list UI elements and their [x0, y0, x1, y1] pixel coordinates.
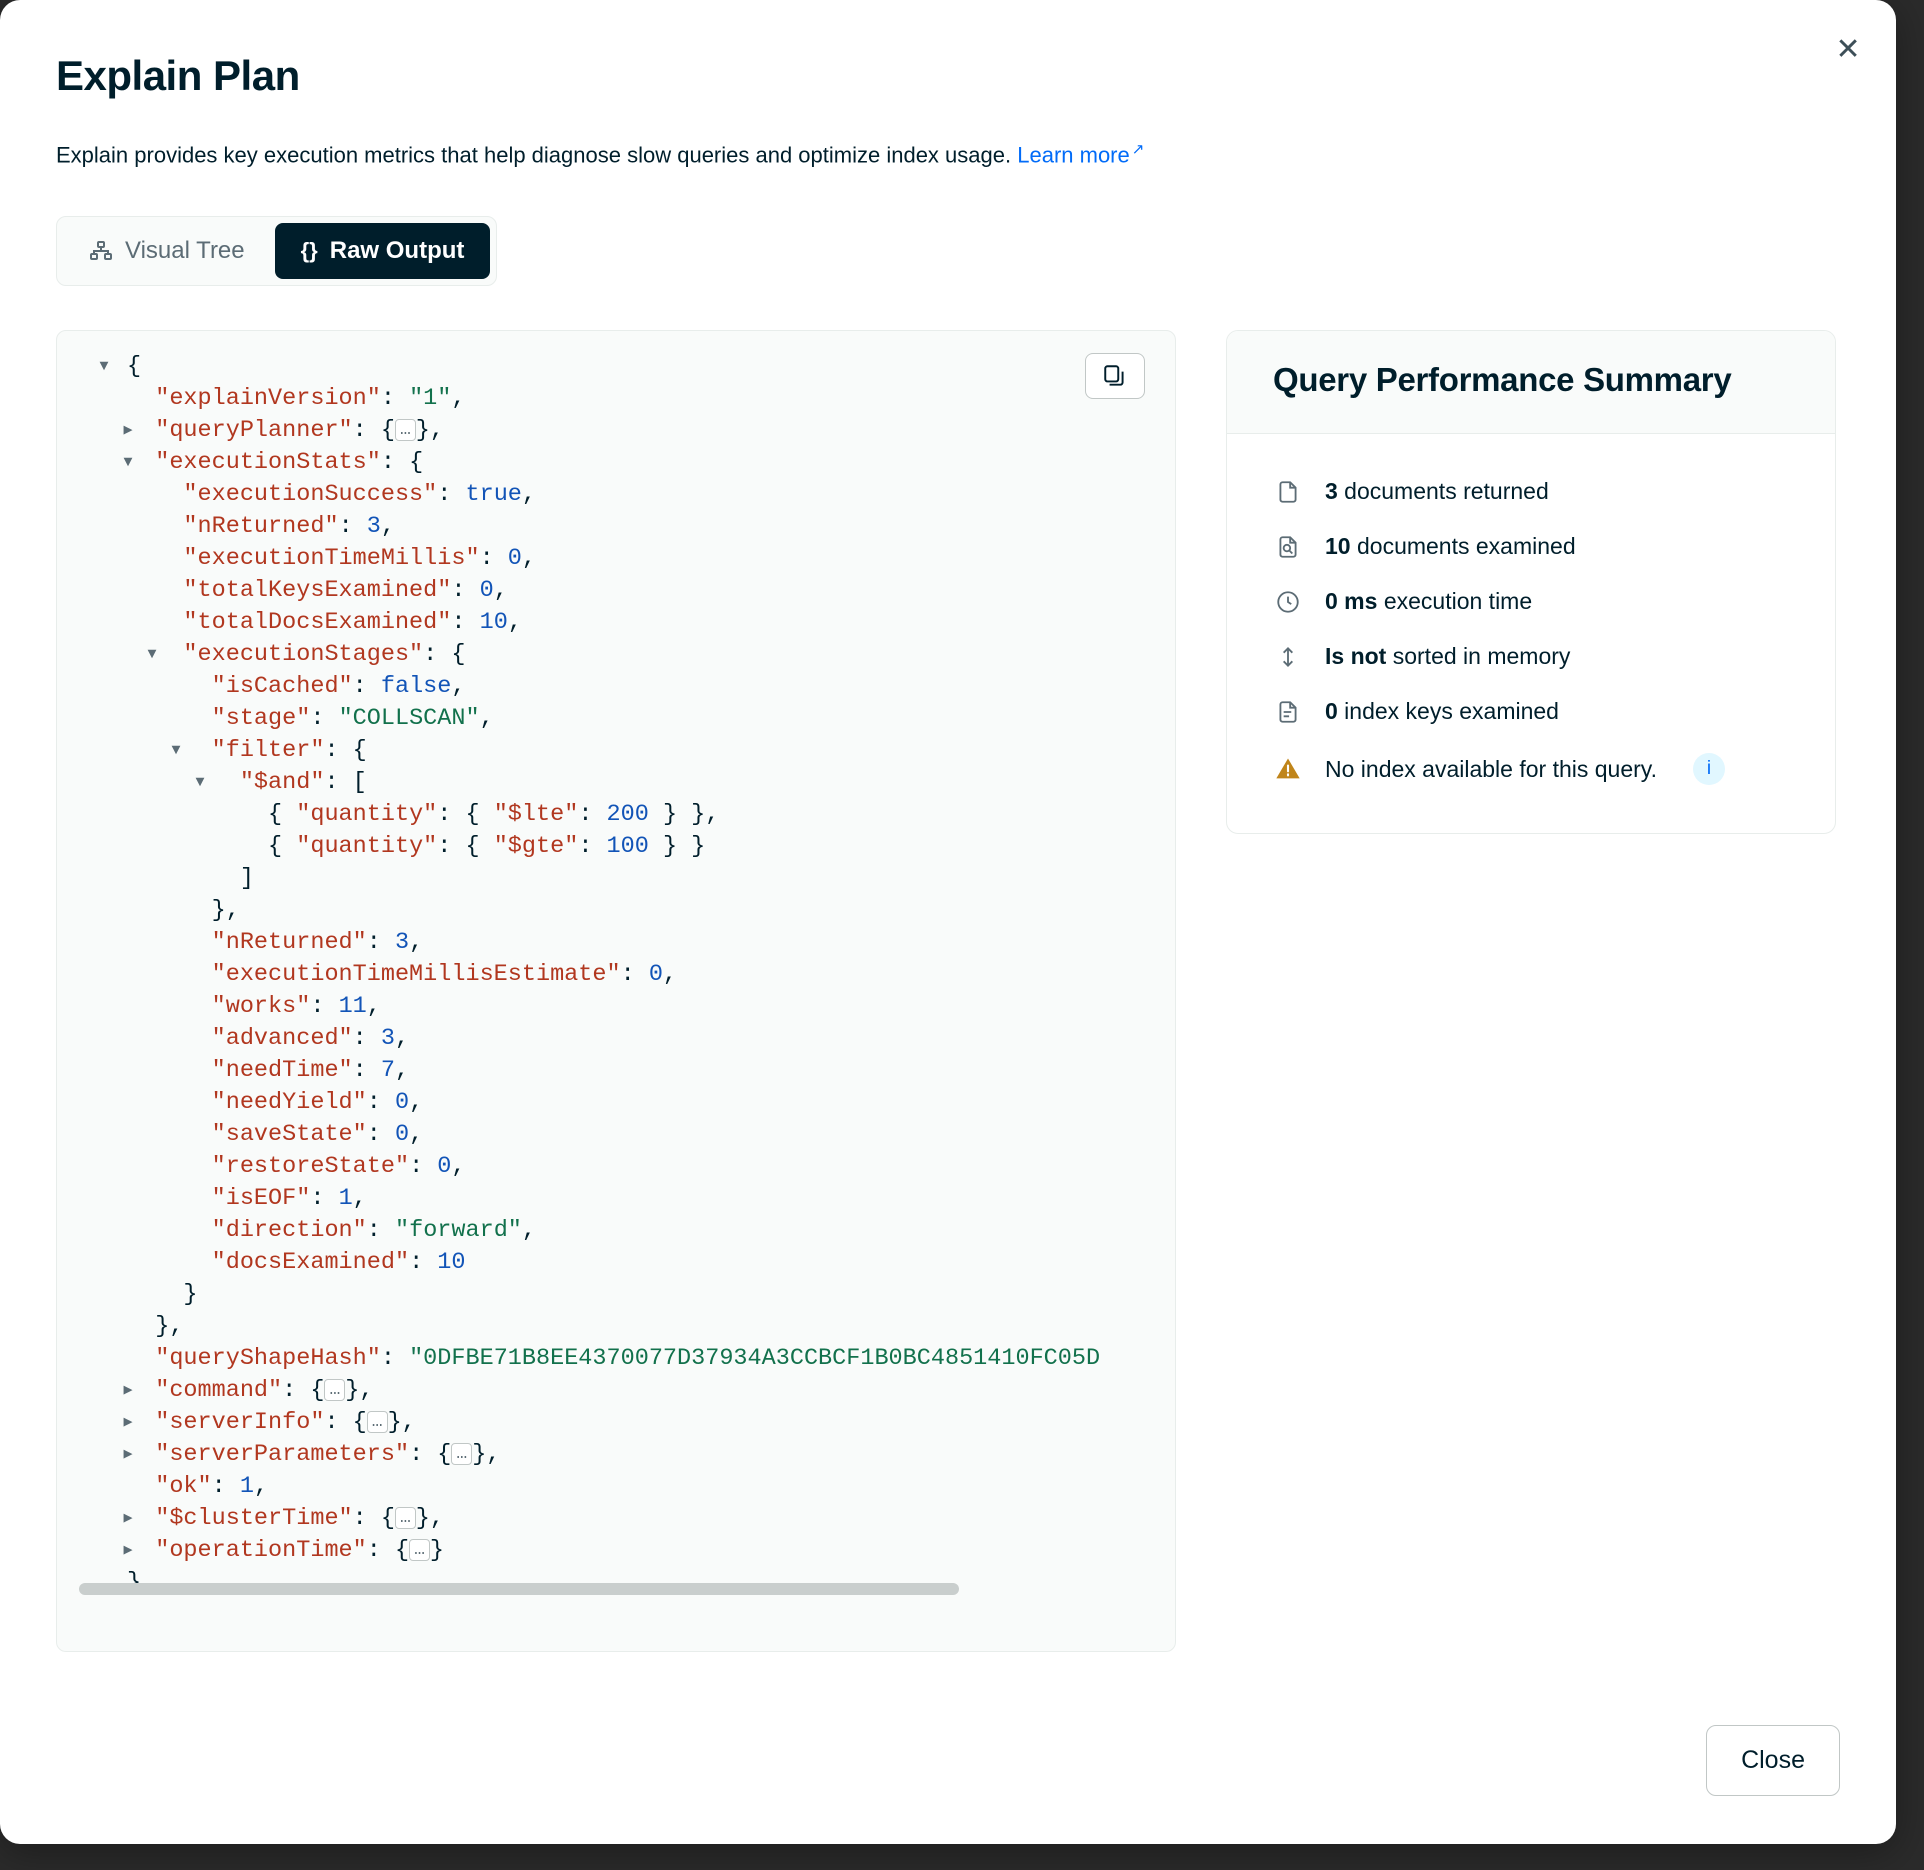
json-token: : { — [409, 1441, 452, 1468]
expand-twisty-icon[interactable]: ▶ — [123, 422, 133, 439]
summary-row-value: Is not — [1325, 643, 1387, 669]
json-token: 7 — [380, 1057, 395, 1084]
json-token: : { — [437, 833, 494, 860]
json-token: "serverInfo" — [155, 1409, 325, 1436]
json-token: , — [507, 609, 522, 636]
tree-icon — [89, 239, 113, 263]
clock-icon — [1273, 589, 1303, 615]
json-token: : { — [282, 1377, 325, 1404]
json-token: 3 — [380, 1025, 395, 1052]
json-token: , — [451, 673, 466, 700]
json-token: "$clusterTime" — [155, 1505, 353, 1532]
summary-row — [1257, 629, 1805, 684]
json-token: : — [310, 1185, 339, 1212]
page-title: Explain Plan — [56, 52, 300, 99]
json-token: : — [479, 545, 508, 572]
json-line — [123, 1535, 1100, 1567]
modal-description — [56, 140, 1144, 168]
tab-raw-output[interactable] — [275, 223, 491, 279]
json-token: "isEOF" — [211, 1185, 311, 1212]
json-line — [127, 511, 1100, 543]
summary-row — [1257, 739, 1805, 799]
json-token: "$lte" — [493, 801, 579, 828]
json-token: "filter" — [211, 737, 325, 764]
json-line — [127, 735, 1100, 767]
json-code-view[interactable] — [57, 351, 1100, 1599]
json-line — [127, 767, 1100, 799]
summary-rows — [1227, 434, 1835, 833]
json-token: , — [662, 961, 678, 988]
summary-header — [1227, 331, 1835, 434]
expand-twisty-icon[interactable]: ▶ — [123, 1510, 133, 1527]
json-token: "executionStages" — [183, 641, 424, 668]
json-token: : — [338, 513, 367, 540]
json-line — [127, 959, 1100, 991]
summary-row-value: 0 ms — [1325, 588, 1378, 614]
summary-row-value: 0 — [1325, 698, 1338, 724]
expand-ellipsis[interactable]: … — [395, 419, 416, 441]
json-line — [127, 639, 1100, 671]
json-token: : — [352, 1025, 381, 1052]
json-token: "quantity" — [296, 833, 438, 860]
json-token: : { — [366, 1537, 410, 1564]
json-line — [123, 1407, 1100, 1439]
collapse-twisty-icon[interactable]: ▼ — [147, 646, 157, 663]
json-token: } — [183, 1281, 198, 1308]
expand-twisty-icon[interactable]: ▶ — [123, 1382, 133, 1399]
json-token: , — [380, 513, 395, 540]
json-token: "needTime" — [211, 1057, 353, 1084]
external-link-icon: ↗ — [1131, 141, 1145, 158]
json-token: 0 — [437, 1153, 452, 1180]
expand-ellipsis[interactable]: … — [367, 1411, 388, 1433]
json-token: "ok" — [155, 1473, 212, 1500]
json-token: "0DFBE71B8EE4370077D37934A3CCBCF1B0BC4851410FC05D — [409, 1345, 1101, 1372]
json-token: : { — [437, 801, 494, 828]
collapse-twisty-icon[interactable]: ▼ — [171, 742, 181, 759]
learn-more-label: Learn more — [1017, 142, 1130, 168]
document-icon — [1273, 479, 1303, 505]
json-token: : — [451, 609, 480, 636]
json-token: "$gte" — [493, 833, 579, 860]
json-token: ] — [239, 865, 254, 892]
json-token: 0 — [479, 577, 494, 604]
json-line — [127, 1119, 1100, 1151]
json-token: "totalKeysExamined" — [183, 577, 452, 604]
json-token: "restoreState" — [211, 1153, 410, 1180]
json-token: "totalDocsExamined" — [183, 609, 452, 636]
json-token: : — [211, 1473, 240, 1500]
json-token: : [ — [324, 769, 367, 796]
expand-ellipsis[interactable]: … — [395, 1507, 416, 1529]
json-line — [127, 575, 1100, 607]
summary-row-text: 0 index keys examined — [1325, 698, 1559, 724]
raw-output-panel — [56, 330, 1176, 1652]
summary-row-text: 3 documents returned — [1325, 478, 1549, 504]
json-line — [123, 1503, 1100, 1535]
json-token: "serverParameters" — [155, 1441, 410, 1468]
summary-row-text: No index available for this query. — [1325, 755, 1657, 782]
summary-row — [1257, 519, 1805, 574]
json-token: "nReturned" — [183, 513, 339, 540]
json-line — [127, 895, 1100, 927]
collapse-twisty-icon[interactable]: ▼ — [99, 358, 109, 375]
json-token: , — [521, 545, 537, 572]
json-token: false — [380, 673, 452, 700]
json-token: "executionSuccess" — [183, 481, 438, 508]
json-token: : — [578, 833, 607, 860]
json-line — [127, 1055, 1100, 1087]
json-token: : { — [423, 641, 466, 668]
json-line — [127, 1279, 1100, 1311]
json-token: , — [451, 385, 466, 412]
json-token: "queryShapeHash" — [155, 1345, 381, 1372]
json-token: , — [394, 1057, 410, 1084]
json-line — [127, 831, 1100, 863]
json-token: "executionTimeMillisEstimate" — [211, 961, 621, 988]
warning-icon — [1273, 755, 1303, 783]
json-token: : — [380, 385, 410, 412]
json-token: : — [366, 1121, 395, 1148]
json-token: "executionTimeMillis" — [183, 545, 480, 572]
expand-twisty-icon[interactable]: ▶ — [123, 1414, 133, 1431]
key-document-icon — [1273, 699, 1303, 725]
query-performance-summary-card — [1226, 330, 1836, 834]
json-token: : — [366, 1089, 395, 1116]
json-token: "forward" — [394, 1217, 522, 1244]
json-token: 0 — [394, 1089, 410, 1116]
expand-ellipsis[interactable]: … — [409, 1539, 430, 1561]
json-token: "needYield" — [211, 1089, 367, 1116]
tab-raw-output-label: Raw Output — [329, 237, 465, 264]
json-token: : { — [380, 449, 424, 476]
json-token: : { — [324, 1409, 367, 1436]
horizontal-scrollbar[interactable] — [79, 1583, 959, 1595]
json-token: , — [253, 1473, 269, 1500]
json-token: "nReturned" — [211, 929, 367, 956]
expand-twisty-icon[interactable]: ▶ — [123, 1446, 133, 1463]
close-button[interactable]: Close — [1706, 1725, 1840, 1796]
json-token: "docsExamined" — [211, 1249, 410, 1276]
collapse-twisty-icon[interactable]: ▼ — [195, 774, 205, 791]
json-line — [127, 1151, 1100, 1183]
json-line — [127, 383, 1100, 415]
json-line — [127, 479, 1100, 511]
json-token: }, — [211, 897, 240, 924]
json-token: , — [451, 1153, 466, 1180]
expand-ellipsis[interactable]: … — [324, 1379, 345, 1401]
json-token: "direction" — [211, 1217, 367, 1244]
json-line — [127, 1247, 1100, 1279]
json-token: , — [394, 1025, 410, 1052]
json-token: : — [310, 993, 339, 1020]
json-line — [127, 1087, 1100, 1119]
json-token: { — [268, 833, 297, 860]
learn-more-link[interactable] — [1017, 142, 1130, 167]
json-token: "1" — [409, 385, 452, 412]
description-text: Explain provides key execution metrics that help diagnose slow queries and optimize index usage. — [56, 142, 1012, 168]
json-token: 10 — [437, 1249, 466, 1276]
json-token: 10 — [479, 609, 508, 636]
json-token: , — [409, 929, 424, 956]
json-token: : — [380, 1345, 410, 1372]
json-line — [99, 351, 1100, 383]
json-token: : — [578, 801, 607, 828]
json-token: 0 — [394, 1121, 410, 1148]
json-token: "saveState" — [211, 1121, 367, 1148]
json-token: : — [310, 705, 339, 732]
json-token: : — [366, 1217, 395, 1244]
json-token: "isCached" — [211, 673, 353, 700]
info-icon[interactable]: i — [1693, 753, 1725, 785]
summary-row — [1257, 574, 1805, 629]
json-line — [123, 1375, 1100, 1407]
tab-visual-tree-label: Visual Tree — [125, 237, 245, 264]
json-token: : — [409, 1249, 438, 1276]
json-token: : — [437, 481, 466, 508]
json-token: { — [127, 353, 142, 380]
json-token: }, — [415, 417, 444, 444]
json-token: , — [409, 1089, 424, 1116]
json-line — [127, 543, 1100, 575]
json-line — [127, 671, 1100, 703]
json-token: : — [409, 1153, 438, 1180]
summary-row-text: 0 ms execution time — [1325, 588, 1533, 614]
json-token: , — [521, 481, 537, 508]
json-token: : — [366, 929, 395, 956]
json-token: 1 — [338, 1185, 353, 1212]
json-token: }, — [415, 1505, 444, 1532]
close-icon[interactable]: ✕ — [1830, 32, 1866, 68]
summary-row-text: Is not sorted in memory — [1325, 643, 1571, 669]
json-line — [127, 1471, 1100, 1503]
json-token: "queryPlanner" — [155, 417, 353, 444]
json-line — [127, 607, 1100, 639]
json-token: }, — [387, 1409, 416, 1436]
document-search-icon — [1273, 534, 1303, 560]
json-token: , — [409, 1121, 424, 1148]
braces-icon: {} — [300, 238, 318, 263]
json-line — [127, 863, 1100, 895]
json-line — [127, 1343, 1100, 1375]
json-line — [127, 1183, 1100, 1215]
json-token: "$and" — [239, 769, 325, 796]
json-token: 1 — [239, 1473, 254, 1500]
expand-twisty-icon[interactable]: ▶ — [123, 1542, 133, 1559]
json-token: 11 — [338, 993, 367, 1020]
json-token: , — [479, 705, 494, 732]
json-token: "works" — [211, 993, 311, 1020]
json-line — [127, 1215, 1100, 1247]
json-line — [127, 799, 1100, 831]
json-line — [127, 703, 1100, 735]
json-token: 200 — [606, 801, 649, 828]
json-token: }, — [345, 1377, 374, 1404]
json-token: : { — [352, 1505, 395, 1532]
json-token: , — [352, 1185, 367, 1212]
json-token: "command" — [155, 1377, 283, 1404]
json-token: : — [620, 961, 649, 988]
json-token: 3 — [366, 513, 381, 540]
json-token: , — [366, 993, 381, 1020]
json-token: "operationTime" — [155, 1537, 367, 1564]
json-token: "quantity" — [296, 801, 438, 828]
json-token: 0 — [648, 961, 663, 988]
json-token: { — [268, 801, 297, 828]
tab-visual-tree[interactable] — [63, 223, 271, 279]
json-line — [127, 1311, 1100, 1343]
json-token: true — [465, 481, 522, 508]
summary-row-value: 3 — [1325, 478, 1338, 504]
json-token: "advanced" — [211, 1025, 353, 1052]
json-token: "executionStats" — [155, 449, 381, 476]
json-token: } — [429, 1537, 444, 1564]
json-line — [123, 1439, 1100, 1471]
summary-row-value: 10 — [1325, 533, 1351, 559]
json-line — [127, 991, 1100, 1023]
summary-row — [1257, 464, 1805, 519]
expand-ellipsis[interactable]: … — [451, 1443, 472, 1465]
json-token: "explainVersion" — [155, 385, 381, 412]
view-mode-toggle — [56, 216, 497, 286]
collapse-twisty-icon[interactable]: ▼ — [123, 454, 133, 471]
json-token: 0 — [507, 545, 522, 572]
summary-row-text: 10 documents examined — [1325, 533, 1576, 559]
json-token: , — [521, 1217, 537, 1244]
json-token: , — [493, 577, 508, 604]
json-token: "COLLSCAN" — [338, 705, 480, 732]
json-token: : { — [324, 737, 367, 764]
json-token: }, — [155, 1313, 184, 1340]
json-token: 3 — [394, 929, 410, 956]
json-token: } }, — [648, 801, 720, 828]
json-line — [123, 415, 1100, 447]
json-token: : — [352, 673, 381, 700]
json-token: }, — [472, 1441, 501, 1468]
json-line — [127, 927, 1100, 959]
json-token: : — [451, 577, 480, 604]
json-token: } } — [648, 833, 706, 860]
json-token: 100 — [606, 833, 649, 860]
sort-icon — [1273, 644, 1303, 670]
json-token: : { — [352, 417, 395, 444]
summary-title: Query Performance Summary — [1273, 361, 1732, 398]
json-line — [123, 447, 1100, 479]
json-token: "stage" — [211, 705, 311, 732]
summary-row — [1257, 684, 1805, 739]
json-line — [127, 1023, 1100, 1055]
json-token: : — [352, 1057, 381, 1084]
